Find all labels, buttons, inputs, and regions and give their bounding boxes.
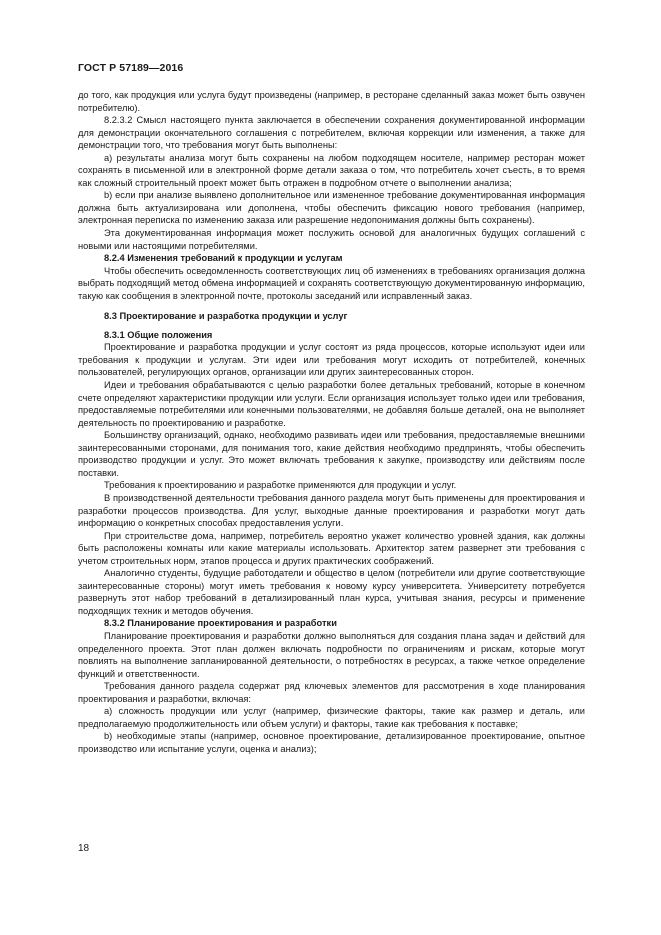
paragraph: 8.2.3.2 Смысл настоящего пункта заключается в обеспечении сохранения документированной информации для демонстрации окончательного соглашения с потребителем, включая коррекции или изменения, а также для демонстрации того, что требования могут быть выполнены:: [78, 115, 585, 151]
document-id-header: ГОСТ Р 57189—2016: [78, 62, 184, 74]
section-heading: 8.2.4 Изменения требований к продукции и услугам: [104, 253, 343, 264]
list-item: b) если при анализе выявлено дополнительное или измененное требование документированная информация должна быть актуализирована или дополнена, чтобы обеспечить фиксацию нового требования (например, электронная переписка по изменению заказа или разрешение недопонимания должны быть сохранены).: [78, 190, 585, 226]
section-heading: 8.3 Проектирование и разработка продукции и услуг: [104, 311, 348, 322]
paragraph: Требования данного раздела содержат ряд ключевых элементов для рассмотрения в ходе планирования проектирования и разработки, включая:: [78, 681, 585, 704]
list-item: b) необходимые этапы (например, основное проектирование, детализированное проектирование, опытное производство или испытание услуги, оценка и анализ);: [78, 731, 585, 754]
paragraph: Аналогично студенты, будущие работодатели и общество в целом (потребители или другие соответствующие заинтересованные стороны) могут иметь требования к новому курсу университета. Университету потребуется развернуть этот набор требований в детализированный план курса, учитывая знания, ресурсы и применение подходящих техник и методов обучения.: [78, 568, 585, 616]
paragraph: Требования к проектированию и разработке применяются для продукции и услуг.: [104, 480, 457, 491]
list-item: a) результаты анализа могут быть сохранены на любом подходящем носителе, например ресторан может сохранять в письменной или в электронной форме детали заказа о том, что потребитель хочет съесть, в то время как сложный строительный проект может быть отражен в подробном отчете о выполнении анализа;: [78, 152, 585, 188]
page-number: 18: [78, 843, 90, 854]
paragraph: Проектирование и разработка продукции и услуг состоят из ряда процессов, которые используют идеи или требования к продукции и услугам. Эти идеи или требования могут исходить от потребителей, конечных пользователей, регулирующих органов, организации или других заинтересованных сторон.: [78, 342, 585, 378]
paragraph: Большинству организаций, однако, необходимо развивать идеи или требования, предоставляемые внешними заинтересованными сторонами, для понимания того, какие действия необходимо предпринять, чтобы обеспечить производство продукции и услуг. Это может включать требования к закупке, производству или действиям после поставки.: [78, 430, 585, 478]
paragraph: Эта документированная информация может послужить основой для аналогичных будущих соглашений с новыми или настоящими потребителями.: [78, 228, 585, 251]
paragraph: В производственной деятельности требования данного раздела могут быть применены для проектирования и разработки процессов производства. Для услуг, выходные данные проектирования и разработки могут дать информацию о конкретных способах предоставления услуги.: [78, 492, 585, 529]
section-heading: 8.3.2 Планирование проектирования и разработки: [104, 618, 337, 629]
list-item: a) сложность продукции или услуг (например, физические факторы, такие как размер и деталь, или предполагаемую продолжительность или объем услуги) и факторы, такие как требования к поставке;: [78, 706, 585, 729]
paragraph: Чтобы обеспечить осведомленность соответствующих лиц об изменениях в требованиях организация должна выбрать подходящий метод обмена информацией и сохранять соответствующую документированную информацию, такую как сообщения в электронной почте, протоколы заседаний или исправленный заказ.: [78, 265, 585, 301]
paragraph: до того, как продукция или услуга будут произведены (например, в ресторане сделанный заказ может быть озвучен потребителю).: [78, 90, 585, 113]
paragraph: Планирование проектирования и разработки должно выполняться для создания плана задач и действий для определенного проекта. Этот план должен включать подробности по ограничениям и рискам, которые могут повлиять на выполнение запланированной деятельности, о потребностях в ресурсах, а также четкое определение функций и ответственности.: [78, 630, 585, 679]
section-heading: 8.3.1 Общие положения: [104, 329, 213, 340]
paragraph: Идеи и требования обрабатываются с целью разработки более детальных требований, которые в конечном счете определяют характеристики продукции или услуги. Если организация использует только идеи или требования, предоставляемые потребителями или конечными пользователями, не добавляя больше деталей, она не выполняет деятельность по проектированию и разработке.: [78, 380, 585, 428]
paragraph: При строительстве дома, например, потребитель вероятно укажет количество уровней здания, как должны быть расположены комнаты или какие материалы использовать. Архитектор затем развернет эти требования с учетом строительных норм, этапов процесса и других практических соображений.: [78, 530, 585, 566]
page-body: [78, 89, 585, 755]
